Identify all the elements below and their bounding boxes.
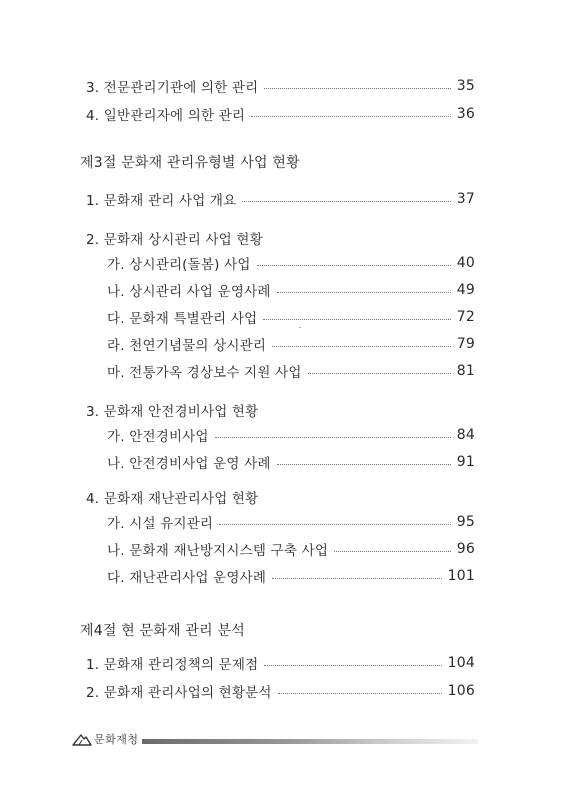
dot-leader (257, 265, 451, 266)
dot-leader (264, 88, 450, 89)
toc-page-number: 37 (456, 191, 475, 207)
dot-leader (272, 578, 442, 579)
toc-page-number: 101 (447, 568, 475, 584)
toc-page-number: 40 (456, 255, 475, 271)
toc-entry-title: 3. 전문관리기관에 의한 관리 (86, 80, 259, 96)
toc-page-number: 104 (447, 655, 475, 671)
toc-entry-title: 라. 천연기념물의 상시관리 (107, 338, 267, 354)
toc-entry-title: 나. 상시관리 사업 운영사례 (107, 284, 271, 300)
dot-leader (277, 464, 451, 465)
toc-entry[interactable] (86, 75, 475, 97)
toc-group-heading[interactable] (86, 486, 258, 508)
dot-leader (308, 373, 451, 374)
footer-logo (72, 731, 139, 747)
toc-entry[interactable] (107, 424, 475, 446)
dot-leader (263, 319, 450, 320)
toc-entry-title: 마. 전통가옥 경상보수 지원 사업 (107, 365, 302, 381)
toc-entry-title: 1. 문화재 관리 사업 개요 (86, 193, 237, 209)
toc-entry-title: 3. 문화재 안전경비사업 현황 (86, 404, 259, 420)
toc-page-number: 91 (456, 454, 475, 470)
toc-entry[interactable] (86, 103, 475, 125)
toc-entry[interactable] (107, 306, 475, 328)
toc-entry-title: 가. 상시관리(돌봄) 사업 (107, 257, 251, 273)
toc-entry-title: 가. 시설 유지관리 (107, 516, 214, 532)
toc-entry[interactable] (86, 652, 475, 674)
scan-speck (299, 327, 301, 328)
dot-leader (242, 201, 450, 202)
mountain-logo-icon (72, 732, 92, 746)
dot-leader (278, 693, 442, 694)
toc-entry-title: 나. 안전경비사업 운영 사례 (107, 456, 271, 472)
dot-leader (251, 116, 451, 117)
footer-logo-text: 문화재청 (94, 733, 139, 746)
toc-entry[interactable] (107, 252, 475, 274)
toc-entry[interactable] (107, 279, 475, 301)
toc-entry-title: 1. 문화재 관리정책의 문제점 (86, 657, 259, 673)
toc-entry-title: 다. 재난관리사업 운영사례 (107, 570, 267, 586)
toc-page-number: 106 (447, 683, 475, 699)
toc-page-number: 81 (456, 363, 475, 379)
toc-entry[interactable] (107, 511, 475, 533)
toc-group-heading[interactable] (86, 399, 258, 421)
toc-entry[interactable] (107, 538, 475, 560)
toc-entry-title: 4. 일반관리자에 의한 관리 (86, 108, 246, 124)
section-title: 제3절 문화재 관리유형별 사업 현황 (80, 155, 300, 171)
toc-page-number: 49 (456, 282, 475, 298)
toc-page-number: 36 (456, 106, 475, 122)
toc-entry[interactable] (107, 565, 475, 587)
toc-page-number: 96 (456, 541, 475, 557)
toc-group-heading[interactable] (86, 227, 263, 249)
footer-gradient-bar (142, 739, 478, 744)
toc-page-number: 95 (456, 514, 475, 530)
dot-leader (334, 551, 451, 552)
toc-entry-title: 2. 문화재 관리사업의 현황분석 (86, 685, 272, 701)
toc-entry[interactable] (107, 360, 475, 382)
toc-entry-title: 4. 문화재 재난관리사업 현황 (86, 491, 259, 507)
dot-leader (215, 437, 451, 438)
toc-page-number: 72 (456, 309, 475, 325)
section-title: 제4절 현 문화재 관리 분석 (80, 623, 245, 639)
toc-entry[interactable] (107, 451, 475, 473)
toc-entry-title: 다. 문화재 특별관리 사업 (107, 311, 258, 327)
toc-entry[interactable] (107, 333, 475, 355)
dot-leader (264, 665, 441, 666)
dot-leader (277, 292, 451, 293)
section-heading (80, 619, 245, 641)
toc-page-number: 35 (456, 78, 475, 94)
toc-page-number: 84 (456, 427, 475, 443)
toc-page-number: 79 (456, 336, 475, 352)
toc-entry-title: 2. 문화재 상시관리 사업 현황 (86, 232, 263, 248)
dot-leader (219, 524, 451, 525)
section-heading (80, 151, 300, 173)
toc-entry[interactable] (86, 680, 475, 702)
dot-leader (272, 346, 451, 347)
toc-entry[interactable] (86, 188, 475, 210)
toc-entry-title: 가. 안전경비사업 (107, 429, 209, 445)
toc-entry-title: 나. 문화재 재난방지시스템 구축 사업 (107, 543, 329, 559)
